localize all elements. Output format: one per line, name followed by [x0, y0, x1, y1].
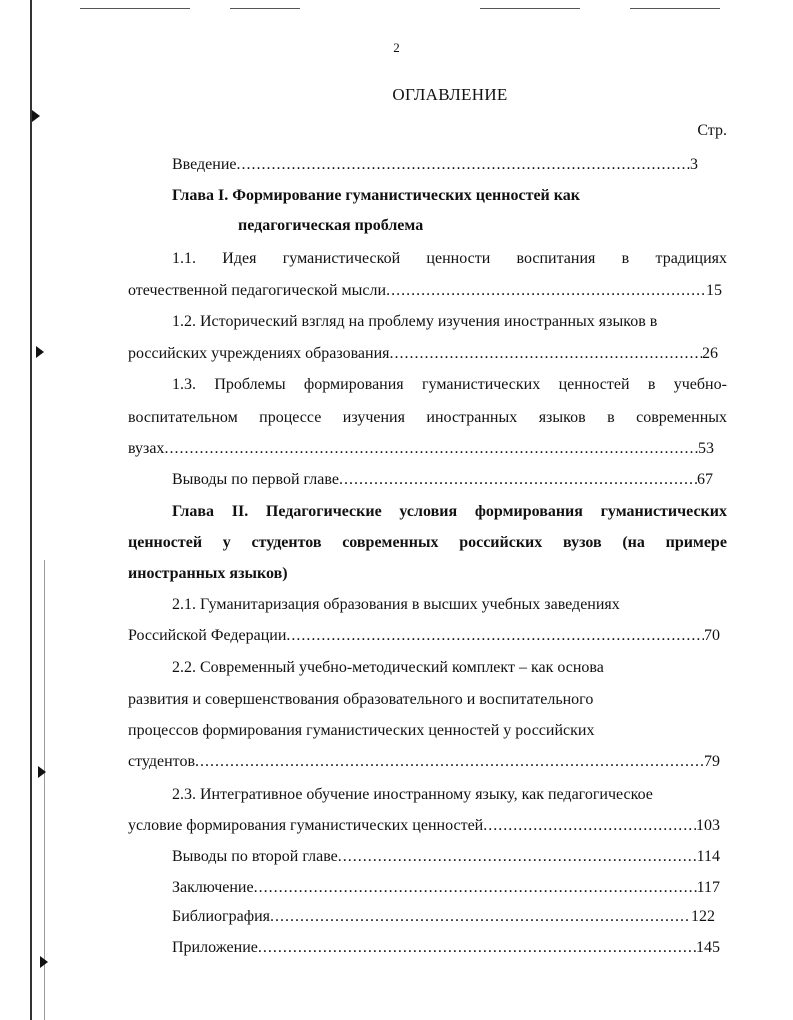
toc-entry-1-1-line1[interactable]: [172, 251, 727, 267]
leader-dots: [339, 472, 697, 488]
word: II.: [231, 503, 249, 520]
leader-dots: [390, 346, 703, 362]
binding-mark: [36, 346, 44, 358]
toc-entry-page: 117: [696, 879, 720, 896]
word: ценностей: [128, 534, 203, 551]
leader-dots: [286, 628, 704, 644]
toc-entry-label: российских учреждениях образования: [128, 345, 390, 362]
toc-entry-bibliography[interactable]: [172, 909, 715, 925]
toc-entry-page: 145: [696, 939, 720, 956]
toc-entry-1-2-line2[interactable]: [128, 346, 718, 362]
binding-mark: [40, 956, 48, 968]
toc-entry-page: 103: [696, 817, 720, 834]
toc-entry-2-3-line1[interactable]: 2.3. Интегративное обучение иностранному языку, как педагогическое: [172, 786, 653, 803]
word: в: [607, 409, 615, 426]
word: в: [621, 250, 630, 267]
binding-edge: [44, 560, 45, 1020]
binding-mark: [32, 110, 40, 122]
toc-entry-2-1-line1[interactable]: 2.1. Гуманитаризация образования в высших учебных заведениях: [172, 596, 620, 613]
toc-entry-label: Российской Федерации: [128, 627, 287, 644]
toc-entry-appendix[interactable]: [172, 940, 720, 956]
toc-entry-1-2-line1[interactable]: 1.2. Исторический взгляд на проблему изучения иностранных языков в: [172, 313, 658, 330]
toc-entry-page: 26: [702, 345, 718, 362]
word: гуманистических: [600, 503, 727, 520]
toc-entry-chapter-2-conclusions[interactable]: [172, 849, 720, 865]
word: гуманистической: [282, 250, 401, 267]
leader-dots: [483, 818, 696, 834]
toc-entry-page: 53: [698, 440, 714, 457]
leader-dots: [164, 441, 698, 457]
toc-entry-chapter-1-conclusions[interactable]: [172, 472, 713, 488]
toc-entry-conclusion[interactable]: [172, 880, 720, 896]
word: традициях: [655, 250, 727, 267]
toc-entry-page: 79: [704, 753, 720, 770]
leader-dots: [270, 909, 691, 925]
word: студентов: [251, 534, 322, 551]
scan-line: [630, 8, 720, 9]
word: Проблемы: [214, 376, 286, 393]
word: вузов: [562, 534, 602, 551]
toc-entry-2-1-line2[interactable]: [128, 628, 720, 644]
toc-entry-1-3-line2[interactable]: [128, 410, 727, 426]
word: формирования: [474, 503, 583, 520]
leader-dots: [258, 940, 696, 956]
chapter-1-heading[interactable]: Глава I. Формирование гуманистических ценностей как: [172, 187, 580, 204]
word: воспитательном: [128, 409, 238, 426]
chapter-2-heading-cont[interactable]: [128, 535, 727, 551]
chapter-2-heading-cont[interactable]: иностранных языков): [128, 565, 288, 582]
page-title: ОГЛАВЛЕНИЕ: [392, 85, 508, 104]
toc-entry-2-3-line2[interactable]: [128, 818, 720, 834]
word: в: [647, 376, 656, 393]
word: Идея: [222, 250, 257, 267]
section-number: 1.3.: [172, 376, 196, 393]
scan-line: [480, 8, 580, 9]
word: примере: [665, 534, 727, 551]
toc-entry-label: Выводы по первой главе: [172, 471, 339, 488]
word: учебно-: [673, 376, 727, 393]
binding-edge: [30, 0, 32, 1020]
toc-entry-label: Выводы по второй главе: [172, 848, 338, 865]
toc-entry-1-1-line2[interactable]: [128, 283, 722, 299]
leader-dots: [386, 283, 706, 299]
toc-entry-page: 122: [691, 908, 715, 925]
toc-entry-page: 67: [697, 471, 713, 488]
word: Педагогические: [265, 503, 382, 520]
leader-dots: [254, 880, 697, 896]
word: Глава: [172, 503, 214, 520]
chapter-1-heading-cont[interactable]: педагогическая проблема: [238, 217, 424, 234]
binding-mark: [38, 766, 46, 778]
toc-entry-label: вузах: [128, 440, 165, 457]
word: современных: [636, 409, 727, 426]
scan-line: [230, 8, 300, 9]
word: иностранных: [426, 409, 518, 426]
word: современных: [342, 534, 439, 551]
leader-dots: [237, 157, 691, 173]
toc-entry-2-2-line1[interactable]: 2.2. Современный учебно-методический комплект – как основа: [172, 659, 604, 676]
chapter-2-heading[interactable]: [172, 504, 727, 520]
word: гуманистических: [422, 376, 541, 393]
toc-entry-label: Приложение: [172, 939, 258, 956]
toc-entry-label: отечественной педагогической мысли: [128, 282, 387, 299]
toc-entry-page: 70: [704, 627, 720, 644]
toc-entry-label: студентов: [128, 753, 196, 770]
word: российских: [459, 534, 543, 551]
word: языков: [538, 409, 586, 426]
word: (на: [622, 534, 645, 551]
toc-entry-2-2-line3[interactable]: процессов формирования гуманистических ценностей у российских: [128, 722, 595, 739]
word: изучения: [342, 409, 405, 426]
page-number: 2: [393, 40, 400, 55]
toc-entry-2-2-line2[interactable]: развития и совершенствования образовательного и воспитательного: [128, 691, 594, 708]
word: ценности: [426, 250, 491, 267]
toc-entry-label: Заключение: [172, 879, 254, 896]
toc-entry-label: условие формирования гуманистических ценностей: [128, 817, 484, 834]
toc-entry-1-3-line3[interactable]: [128, 441, 714, 457]
toc-entry-introduction[interactable]: [172, 157, 698, 173]
page-column-label: Стр.: [697, 122, 727, 139]
word: воспитания: [516, 250, 596, 267]
word: ценностей: [558, 376, 630, 393]
leader-dots: [195, 754, 704, 770]
word: формирования: [303, 376, 404, 393]
toc-entry-2-2-line4[interactable]: [128, 754, 720, 770]
toc-entry-page: 3: [690, 156, 698, 173]
toc-entry-label: Введение: [172, 156, 237, 173]
scan-line: [80, 8, 190, 9]
word: условия: [399, 503, 458, 520]
section-number: 1.1.: [172, 250, 196, 267]
toc-entry-1-3-line1[interactable]: [172, 377, 727, 393]
toc-entry-page: 114: [696, 848, 720, 865]
word: у: [222, 534, 231, 551]
word: процессе: [259, 409, 322, 426]
leader-dots: [338, 849, 697, 865]
toc-entry-page: 15: [706, 282, 722, 299]
toc-entry-label: Библиография: [172, 908, 270, 925]
